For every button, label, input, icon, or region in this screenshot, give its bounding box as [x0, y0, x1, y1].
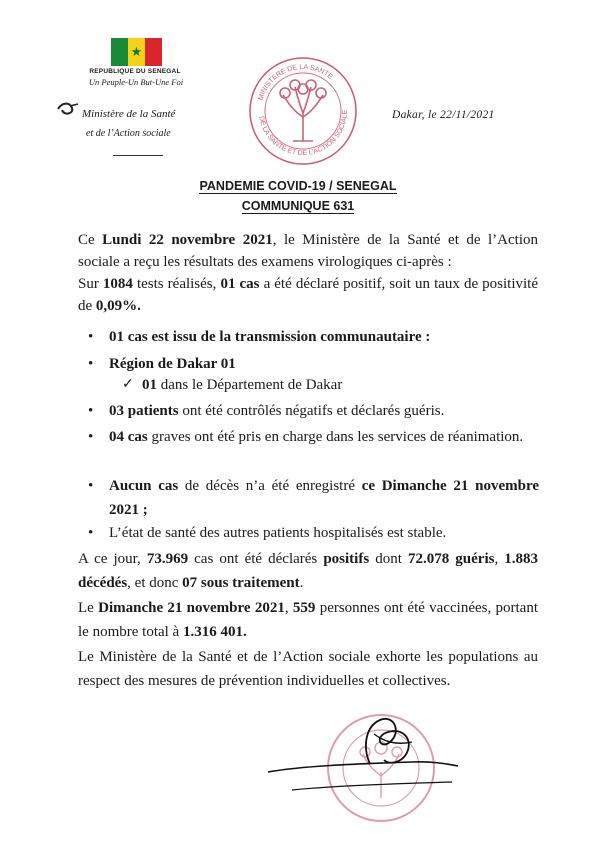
- text-segment: personnes ont été vaccinées, portant le nombre total à: [78, 600, 539, 640]
- text-segment: dont: [369, 551, 408, 567]
- senegal-flag: [111, 38, 162, 66]
- no-deaths: Aucun cas: [109, 478, 179, 494]
- communique-number: [0, 199, 596, 213]
- total-cases: 73.969: [146, 551, 189, 567]
- text-segment: positifs: [323, 551, 370, 567]
- bullet-severe: [109, 425, 539, 449]
- text-segment: dans le Département de Dakar: [157, 377, 343, 393]
- flag-yellow-band: [128, 38, 145, 66]
- bullet-icon: •: [88, 429, 94, 445]
- vaccination-paragraph: [78, 596, 538, 644]
- intro-paragraph: [78, 229, 538, 273]
- text-segment: ont été contrôlés négatifs et déclarés guéris.: [178, 403, 445, 419]
- text-segment: graves ont été pris en charge dans les services de réanimation.: [147, 429, 524, 445]
- text-segment: Le: [78, 600, 99, 616]
- positivity-rate: 0,09%.: [95, 298, 141, 314]
- bullet-icon: •: [88, 525, 94, 541]
- text-segment: , et donc: [127, 575, 183, 591]
- flag-green-band: [111, 38, 128, 66]
- national-motto: Un Peuple-Un But-Une Foi: [88, 77, 184, 87]
- text-segment: Ce: [78, 232, 103, 248]
- ministry-line-1: Ministère de la Santé: [82, 108, 176, 120]
- title-line-1: PANDEMIE COVID-19 / SENEGAL: [199, 179, 397, 193]
- text-segment: cas ont été déclarés: [188, 551, 324, 567]
- ministry-line-2: et de l’Action sociale: [86, 128, 171, 139]
- text-segment: ,: [284, 600, 293, 616]
- bullet-icon: •: [88, 329, 94, 345]
- text-segment: A ce jour,: [78, 551, 147, 567]
- closing-paragraph: Le Ministère de la Santé et de l’Action sociale exhorte les populations au respect des mesures de prévention individuelles et collectives.: [78, 649, 538, 689]
- header-divider: [113, 155, 163, 156]
- flag-red-band: [145, 38, 162, 66]
- text-segment: a été déclaré positif, soit un taux de positivité de: [78, 276, 538, 314]
- baobab-tree-icon: [280, 80, 326, 141]
- star-icon: ★: [130, 44, 143, 60]
- text-segment: Sur: [78, 276, 103, 292]
- bullet-icon: •: [88, 403, 94, 419]
- place-and-date: Dakar, le 22/11/2021: [392, 109, 495, 121]
- bullet-stable: L’état de santé des autres patients hospitalisés est stable.: [109, 525, 447, 541]
- signature-graphic: [262, 706, 462, 806]
- title-line-2: COMMUNIQUE 631: [241, 199, 355, 213]
- positive-cases: 01 cas: [220, 276, 260, 292]
- ministry-seal-stamp: [247, 55, 359, 167]
- document-title: [0, 179, 596, 193]
- department-line: [142, 373, 342, 397]
- bullet-recovered: [109, 399, 539, 423]
- bullet-icon: •: [88, 478, 94, 494]
- bullet-region: Région de Dakar 01: [109, 356, 236, 372]
- vaccinated-count: 559: [292, 600, 316, 616]
- under-treatment: 07 sous traitement: [182, 575, 300, 591]
- vaccinated-total: 1.316 401.: [182, 624, 247, 640]
- bullet-community: 01 cas est issu de la transmission communautaire :: [109, 329, 431, 345]
- severe-cases: 04 cas: [109, 429, 148, 445]
- deaths-date: ce Dimanche 21 novembre 2021 ;: [109, 478, 539, 518]
- department-count: 01: [142, 377, 157, 393]
- bullet-icon: •: [88, 356, 94, 372]
- seal-bottom-text: DE LA SANTE ET DE L’ACTION SOCIALE: [257, 109, 350, 158]
- vaccination-date: Dimanche 21 novembre 2021: [98, 600, 285, 616]
- ministry-logo-icon: [56, 100, 80, 118]
- recovered-patients: 03 patients: [109, 403, 179, 419]
- tests-count: 1084: [102, 276, 133, 292]
- checkmark-icon: ✓: [122, 377, 134, 392]
- report-date: Lundi 22 novembre 2021: [102, 232, 273, 248]
- seal-top-text: MINISTERE DE LA SANTE: [257, 63, 334, 102]
- totals-paragraph: [78, 547, 538, 595]
- total-deaths: 1.883 décédés: [78, 551, 539, 591]
- text-segment: ,: [494, 551, 505, 567]
- bullet-deaths: [109, 474, 539, 522]
- total-recovered: 72.078 guéris: [407, 551, 495, 567]
- text-segment: , le Ministère de la Santé et de l’Action sociale a reçu les résultats des examens virologiques ci-après :: [78, 232, 538, 270]
- text-segment: tests réalisés,: [132, 276, 221, 292]
- republic-name: REPUBLIQUE DU SENEGAL: [89, 68, 181, 75]
- text-segment: de décès n’a été enregistré: [178, 478, 362, 494]
- text-segment: .: [299, 575, 304, 591]
- tests-paragraph: [78, 273, 538, 317]
